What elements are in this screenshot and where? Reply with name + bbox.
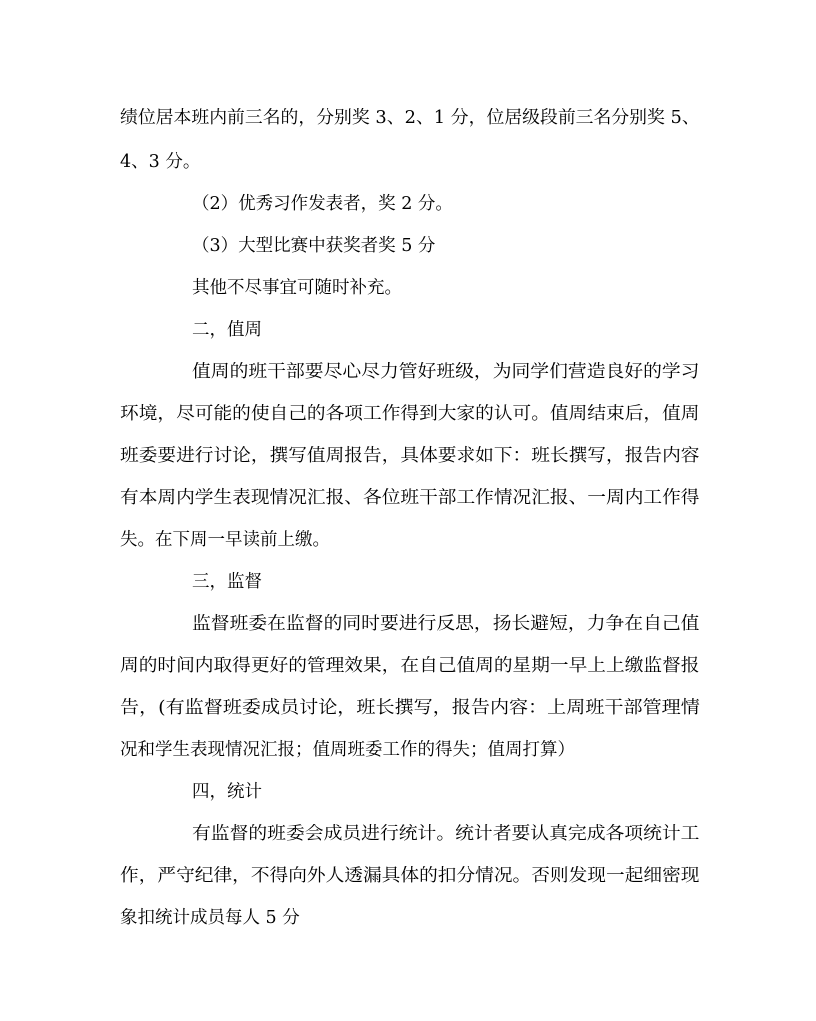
section-heading: 二，值周 [192, 320, 262, 340]
text-line: 周的时间内取得更好的管理效果，在自己值周的星期一早上上缴监督报 [120, 656, 700, 676]
text-line: 班委要进行讨论，撰写值周报告，具体要求如下：班长撰写，报告内容 [120, 446, 700, 466]
text-line: 失。在下周一早读前上缴。 [120, 530, 330, 550]
text-line: 况和学生表现情况汇报；值周班委工作的得失；值周打算） [120, 740, 575, 760]
text-line: 值周的班干部要尽心尽力管好班级，为同学们营造良好的学习 [192, 362, 700, 382]
text-line: （2）优秀习作发表者，奖 2 分。 [192, 194, 453, 214]
text-line: 作，严守纪律，不得向外人透漏具体的扣分情况。否则发现一起细密现 [120, 866, 700, 886]
text-line: 其他不尽事宜可随时补充。 [192, 278, 402, 298]
section-heading: 四，统计 [192, 782, 262, 802]
text-line: 有监督的班委会成员进行统计。统计者要认真完成各项统计工 [192, 824, 700, 844]
text-line: 监督班委在监督的同时要进行反思，扬长避短，力争在自己值 [192, 614, 700, 634]
text-line: 绩位居本班内前三名的，分别奖 3、2、1 分，位居级段前三名分别奖 5、 [120, 108, 700, 128]
text-line: 象扣统计成员每人 5 分 [120, 908, 300, 928]
text-line: （3）大型比赛中获奖者奖 5 分 [192, 236, 436, 256]
text-line: 环境，尽可能的使自己的各项工作得到大家的认可。值周结束后，值周 [120, 404, 700, 424]
section-heading: 三，监督 [192, 572, 262, 592]
text-line: 有本周内学生表现情况汇报、各位班干部工作情况汇报、一周内工作得 [120, 488, 700, 508]
text-line: 告，(有监督班委成员讨论，班长撰写，报告内容：上周班干部管理情 [120, 698, 700, 718]
text-line: 4、3 分。 [120, 152, 201, 172]
